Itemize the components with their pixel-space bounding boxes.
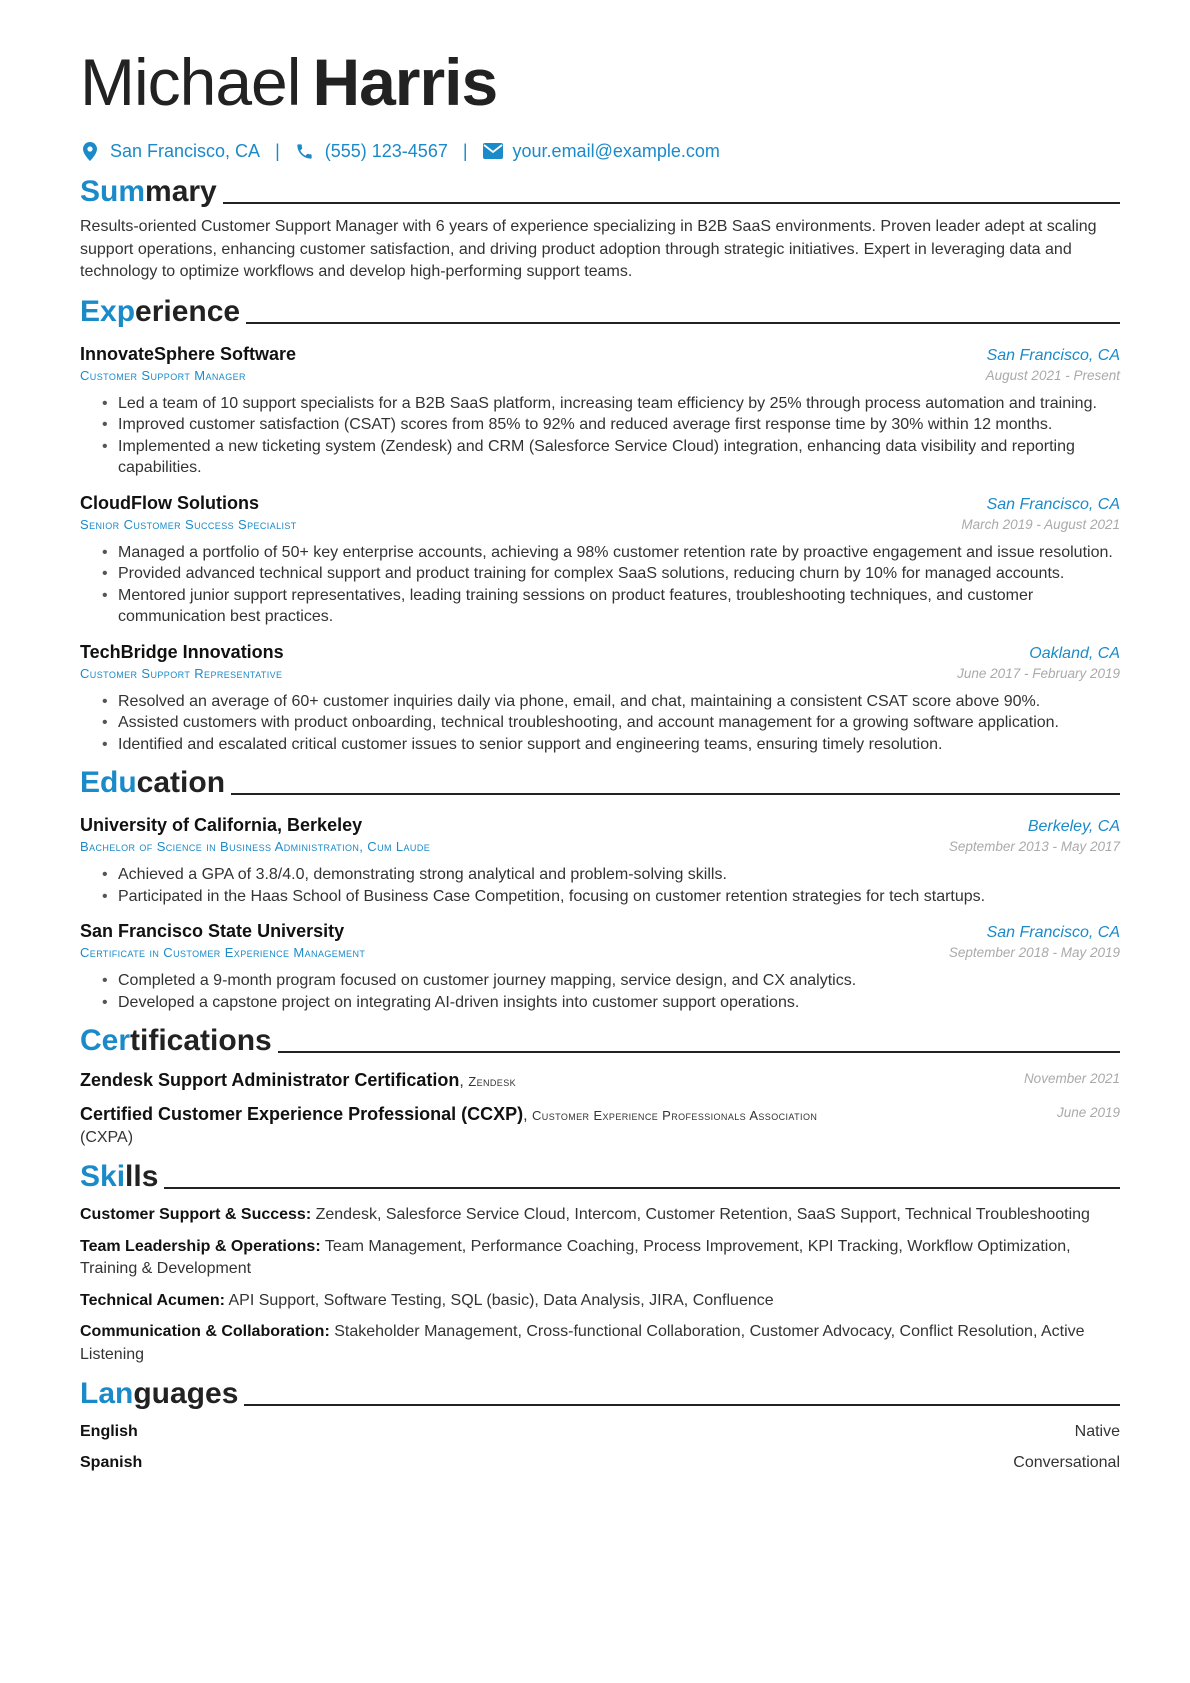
experience-entry	[80, 640, 1120, 756]
skill-group	[80, 1236, 1120, 1281]
skill-label: Technical Acumen:	[80, 1291, 225, 1309]
certification-abbrev: (CXPA)	[80, 1129, 134, 1146]
contact-location: San Francisco, CA	[110, 140, 261, 161]
experience-entry	[80, 342, 1120, 479]
certification-issuer: Zendesk	[468, 1074, 517, 1089]
skill-label: Customer Support & Success:	[80, 1206, 312, 1223]
bullet-item: • Achieved a GPA of 3.8/4.0, demonstrating strong analytical and problem-solving skills.	[102, 864, 1120, 886]
certification-issuer: Customer Experience Professionals Association	[532, 1108, 818, 1123]
map-pin-icon	[80, 141, 100, 161]
certification-date: November 2021	[1023, 1071, 1120, 1086]
section-header	[80, 174, 1120, 210]
first-name: Michael	[80, 45, 301, 119]
entry-dates: September 2013 - May 2017	[948, 839, 1120, 854]
education-entry	[80, 813, 1120, 907]
section-header	[80, 294, 1120, 330]
entry-dates: August 2021 - Present	[985, 367, 1120, 383]
language-name: Spanish	[80, 1454, 143, 1471]
entry-location: San Francisco, CA	[986, 346, 1120, 364]
contact-separator: |	[462, 140, 468, 161]
section-title: Languages	[80, 1377, 239, 1410]
last-name: Harris	[312, 45, 498, 119]
bullet-item: • Assisted customers with product onboarding, technical troubleshooting, and account management for a growing software application.	[102, 712, 1120, 734]
entry-dates: June 2017 - February 2019	[957, 665, 1120, 681]
entry-bullets	[80, 864, 1120, 907]
skill-label: Communication & Collaboration:	[80, 1323, 330, 1340]
entry-role: Customer Support Manager	[80, 367, 246, 383]
summary-section	[80, 174, 1120, 284]
skill-values: Zendesk, Salesforce Service Cloud, Intercom, Customer Retention, SaaS Support, Technical Troubleshooting	[315, 1206, 1090, 1223]
language-row	[80, 1421, 1120, 1443]
entry-role: Bachelor of Science in Business Administration, Cum Laude	[80, 839, 431, 854]
entry-role: Senior Customer Success Specialist	[80, 516, 297, 532]
certifications-section	[80, 1023, 1120, 1149]
education-section	[80, 765, 1120, 1013]
bullet-item: • Improved customer satisfaction (CSAT) scores from 85% to 92% and reduced average first response time by 30% within 12 months.	[102, 414, 1120, 436]
language-level: Conversational	[1013, 1454, 1120, 1471]
certification-entry: Certified Customer Experience Professional (CCXP), Customer Experience Professionals Association (CXPA) June 2019	[80, 1104, 1120, 1146]
contact-bar	[80, 138, 1120, 164]
entry-location: Berkeley, CA	[1027, 818, 1120, 835]
section-title: Summary	[80, 175, 217, 208]
language-row	[80, 1452, 1120, 1474]
skill-label: Team Leadership & Operations:	[80, 1237, 321, 1255]
skill-group	[80, 1290, 1120, 1313]
certification-name: Certified Customer Experience Professional (CCXP)	[80, 1104, 524, 1124]
bullet-item: • Managed a portfolio of 50+ key enterprise accounts, achieving a 98% customer retention rate by proactive engagement and issue resolution.	[102, 542, 1120, 564]
certification-name: Zendesk Support Administrator Certification	[80, 1070, 460, 1090]
section-rule	[164, 1187, 1120, 1189]
entry-organization: CloudFlow Solutions	[80, 492, 259, 513]
entry-bullets	[80, 970, 1120, 1013]
bullet-item: • Resolved an average of 60+ customer inquiries daily via phone, email, and chat, maintaining a consistent CSAT score above 90%.	[102, 691, 1120, 713]
section-header	[80, 1023, 1120, 1059]
entry-organization: University of California, Berkeley	[80, 815, 363, 835]
certification-date: June 2019	[1056, 1105, 1120, 1120]
education-entry	[80, 919, 1120, 1013]
section-header	[80, 1376, 1120, 1412]
entry-dates: March 2019 - August 2021	[961, 516, 1120, 532]
entry-organization: TechBridge Innovations	[80, 641, 284, 662]
experience-entry	[80, 491, 1120, 628]
bullet-item: • Implemented a new ticketing system (Zendesk) and CRM (Salesforce Service Cloud) integration, enhancing data visibility and reporting capabilities.	[102, 436, 1120, 479]
skill-values: Team Management, Performance Coaching, Process Improvement, KPI Tracking, Workflow Optimization, Training & Development	[80, 1237, 1071, 1277]
phone-icon	[295, 141, 315, 161]
skill-group	[80, 1321, 1120, 1366]
bullet-item: • Led a team of 10 support specialists for a B2B SaaS platform, increasing team efficiency by 25% through process automation and training.	[102, 393, 1120, 415]
contact-phone[interactable]: (555) 123-4567	[324, 140, 448, 161]
section-rule	[278, 1051, 1120, 1053]
section-header	[80, 1159, 1120, 1195]
contact-separator: |	[275, 140, 280, 161]
experience-section	[80, 294, 1120, 756]
entry-location: Oakland, CA	[1029, 644, 1120, 662]
resume-page	[80, 44, 1120, 1474]
language-name: English	[80, 1423, 138, 1440]
bullet-item: • Developed a capstone project on integrating AI-driven insights into customer support operations.	[102, 992, 1120, 1014]
bullet-item: • Identified and escalated critical customer issues to senior support and engineering teams, ensuring timely resolution.	[102, 734, 1120, 756]
entry-bullets	[80, 542, 1120, 628]
entry-organization: San Francisco State University	[80, 921, 345, 941]
certification-entry: Zendesk Support Administrator Certification, Zendesk November 2021	[80, 1070, 1120, 1090]
entry-bullets	[80, 691, 1120, 756]
section-title: Certifications	[80, 1024, 272, 1057]
entry-role: Certificate in Customer Experience Management	[80, 945, 366, 960]
section-header	[80, 765, 1120, 801]
skills-section	[80, 1159, 1120, 1366]
section-title: Education	[80, 766, 226, 799]
section-title: Skills	[80, 1160, 159, 1193]
candidate-name	[80, 44, 1120, 120]
entry-role: Customer Support Representative	[80, 665, 283, 681]
entry-dates: September 2018 - May 2019	[948, 945, 1120, 960]
section-title: Experience	[80, 294, 241, 328]
bullet-item: • Mentored junior support representatives, leading training sessions on product features, troubleshooting techniques, and customer communication best practices.	[102, 585, 1120, 628]
skill-values: Stakeholder Management, Cross-functional Collaboration, Customer Advocacy, Conflict Resolution, Active Listening	[80, 1323, 1085, 1363]
languages-section	[80, 1376, 1120, 1474]
entry-organization: InnovateSphere Software	[80, 343, 297, 364]
bullet-item: • Participated in the Haas School of Business Case Competition, focusing on customer retention strategies for tech startups.	[102, 886, 1120, 908]
bullet-item: • Completed a 9-month program focused on customer journey mapping, service design, and CX analytics.	[102, 970, 1120, 992]
skill-group	[80, 1204, 1120, 1227]
entry-location: San Francisco, CA	[986, 495, 1120, 513]
section-rule	[244, 1404, 1120, 1406]
section-rule	[246, 322, 1120, 324]
summary-text: Results-oriented Customer Support Manager with 6 years of experience specializing in B2B SaaS environments. Proven leader adept at scaling support operations, enhancing customer satisfaction, and driving product adoption through strategic initiatives. Expert in leveraging data and technology to optimize workflows and develop high-performing support teams.	[80, 218, 1097, 280]
section-rule	[223, 202, 1120, 204]
contact-email[interactable]: your.email@example.com	[512, 140, 720, 161]
language-level: Native	[1074, 1423, 1120, 1440]
skill-values: API Support, Software Testing, SQL (basic), Data Analysis, JIRA, Confluence	[228, 1291, 774, 1309]
entry-bullets	[80, 393, 1120, 479]
entry-location: San Francisco, CA	[986, 924, 1120, 941]
section-rule	[231, 793, 1120, 795]
bullet-item: • Provided advanced technical support and product training for complex SaaS solutions, reducing churn by 10% for managed accounts.	[102, 563, 1120, 585]
envelope-icon	[483, 141, 503, 161]
